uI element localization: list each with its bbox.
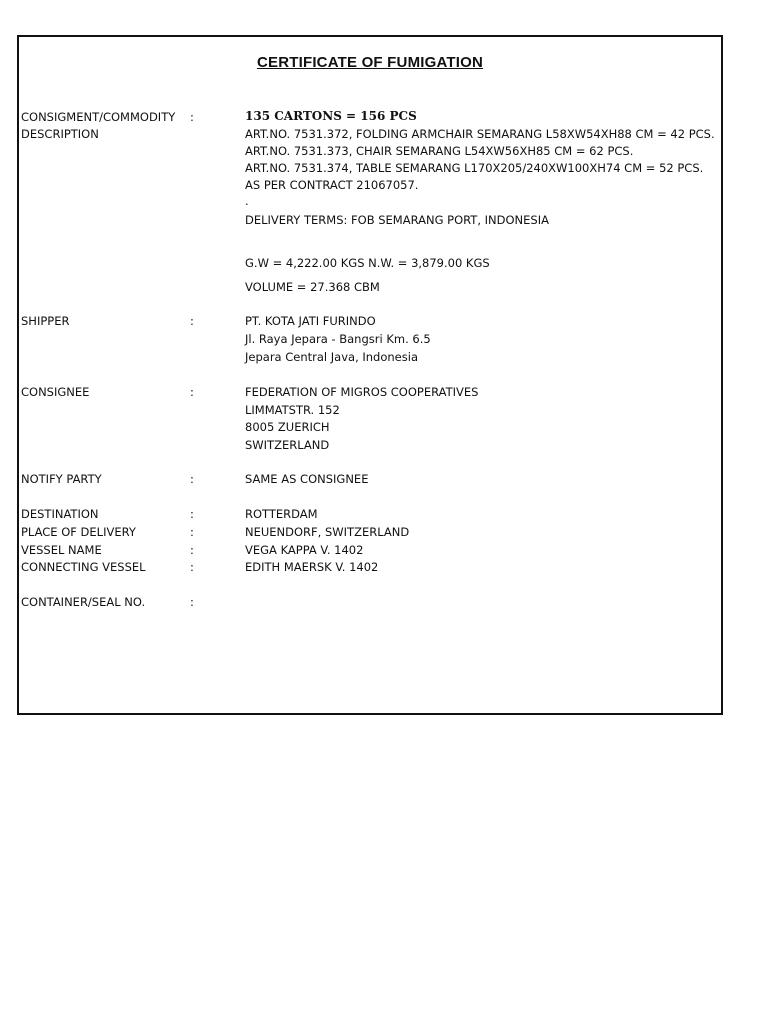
vessel-name-colon: : <box>190 543 194 557</box>
document-title: CERTIFICATE OF FUMIGATION <box>256 54 484 71</box>
consignment-line-1: ART.NO. 7531.372, FOLDING ARMCHAIR SEMARANG L58XW54XH88 CM = 42 PCS. <box>245 127 715 141</box>
destination-colon: : <box>190 507 194 521</box>
consignee-line-3: 8005 ZUERICH <box>245 420 330 434</box>
notify-party-value: SAME AS CONSIGNEE <box>245 472 369 486</box>
volume: VOLUME = 27.368 CBM <box>245 280 380 294</box>
destination-label: DESTINATION <box>21 507 99 521</box>
destination-value: ROTTERDAM <box>245 507 318 521</box>
place-of-delivery-colon: : <box>190 525 194 539</box>
consignment-colon: : <box>190 110 194 124</box>
consignment-line-2: ART.NO. 7531.373, CHAIR SEMARANG L54XW56XH85 CM = 62 PCS. <box>245 144 634 158</box>
consignment-line-3: ART.NO. 7531.374, TABLE SEMARANG L170X205/240XW100XH74 CM = 52 PCS. <box>245 161 704 175</box>
container-seal-colon: : <box>190 595 194 609</box>
consignment-line-4: AS PER CONTRACT 21067057. <box>245 178 419 192</box>
place-of-delivery-label: PLACE OF DELIVERY <box>21 525 136 539</box>
weights: G.W = 4,222.00 KGS N.W. = 3,879.00 KGS <box>245 256 490 270</box>
delivery-terms: DELIVERY TERMS: FOB SEMARANG PORT, INDONESIA <box>245 213 549 227</box>
consignee-colon: : <box>190 385 194 399</box>
connecting-vessel-label: CONNECTING VESSEL <box>21 560 146 574</box>
consignee-label: CONSIGNEE <box>21 385 90 399</box>
shipper-colon: : <box>190 314 194 328</box>
consignment-line-5: . <box>245 194 249 208</box>
vessel-name-value: VEGA KAPPA V. 1402 <box>245 543 364 557</box>
vessel-name-label: VESSEL NAME <box>21 543 102 557</box>
container-seal-label: CONTAINER/SEAL NO. <box>21 595 146 609</box>
shipper-line-2: Jl. Raya Jepara - Bangsri Km. 6.5 <box>245 332 431 346</box>
consignment-label-line-1: CONSIGMENT/COMMODITY <box>21 110 176 124</box>
consignee-line-4: SWITZERLAND <box>245 438 330 452</box>
consignment-label-line-2: DESCRIPTION <box>21 127 99 141</box>
notify-party-colon: : <box>190 472 194 486</box>
connecting-vessel-colon: : <box>190 560 194 574</box>
notify-party-label: NOTIFY PARTY <box>21 472 102 486</box>
connecting-vessel-value: EDITH MAERSK V. 1402 <box>245 560 379 574</box>
shipper-line-1: PT. KOTA JATI FURINDO <box>245 314 376 328</box>
place-of-delivery-value: NEUENDORF, SWITZERLAND <box>245 525 410 539</box>
certificate-frame <box>17 35 723 715</box>
consignee-line-2: LIMMATSTR. 152 <box>245 403 340 417</box>
shipper-line-3: Jepara Central Java, Indonesia <box>245 350 418 364</box>
consignment-headline: 135 CARTONS = 156 PCS <box>245 109 417 123</box>
shipper-label: SHIPPER <box>21 314 70 328</box>
consignee-line-1: FEDERATION OF MIGROS COOPERATIVES <box>245 385 479 399</box>
